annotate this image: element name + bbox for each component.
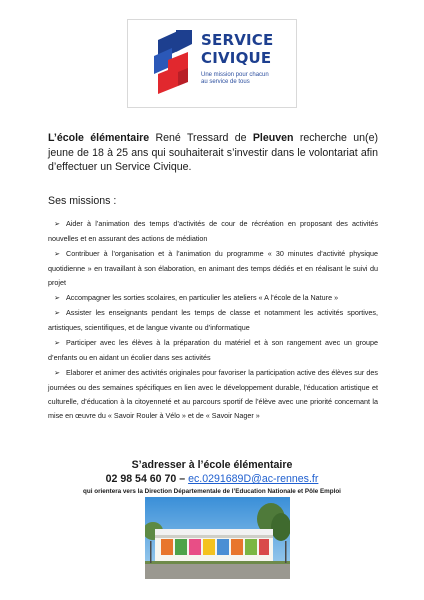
- contact-line: [0, 473, 424, 485]
- service-civique-logo: [127, 19, 297, 108]
- mission-item: [48, 336, 378, 365]
- mission-text: Assister les enseignants pendant les temps de classe et notamment les activités sportives, artistiques, scientifiques, et de langue vivante ou d’informatique: [48, 308, 378, 333]
- arrow-bullet-icon: ➢: [54, 250, 60, 258]
- intro-paragraph: [48, 131, 378, 175]
- mission-text: Elaborer et animer des activités originales pour favoriser la participation active des élèves sur des journées ou des semaines spécifiques en lien avec le développement durable, l’éducation artistique et culturelle, d’éducation à la citoyenneté et au parcours sportif de l’élève avec une priorité concernant la mise en œuvre du « Savoir Rouler à Vélo » et de « Savoir Nager »: [48, 368, 378, 420]
- arrow-bullet-icon: ➢: [54, 294, 60, 302]
- intro-part1: René Tressard de: [149, 132, 253, 144]
- arrow-bullet-icon: ➢: [54, 340, 60, 348]
- missions-list: [48, 217, 378, 424]
- contact-separator: –: [176, 473, 189, 485]
- mission-text: Aider à l’animation des temps d’activités de cour de récréation en proposant des activités nouvelles et en assurant des actions de médiation: [48, 219, 378, 243]
- logo-title-line1: SERVICE: [201, 31, 274, 49]
- school-building-photo: [145, 497, 290, 579]
- mission-item: [48, 247, 378, 290]
- intro-town: Pleuven: [252, 132, 294, 144]
- mission-text: Participer avec les élèves à la préparation du matériel et à son rangement avec un groupe d’enfants ou en aidant un écolier dans ses activités: [48, 338, 378, 363]
- contact-heading: S’adresser à l’école élémentaire: [131, 459, 293, 471]
- logo-tagline-line1: Une mission pour chacun: [201, 72, 269, 78]
- mission-text: Contribuer à l’organisation et à l’animation du programme « 30 minutes d’activité physique quotidienne » en travaillant à son élaboration, en animant des temps dédiés et en réalisant le suivi du projet: [48, 248, 378, 287]
- logo-tagline-line2: au service de tous: [201, 79, 250, 85]
- mission-text: Accompagner les sorties scolaires, en particulier les ateliers « A l’école de la Nature »: [66, 292, 339, 302]
- mission-item: [48, 291, 378, 306]
- mission-item: [48, 306, 378, 335]
- mission-item: [48, 217, 378, 246]
- contact-note: qui orientera vers la Direction Départementale de l’Education Nationale et Pôle Emploi: [83, 488, 341, 495]
- contact-email-link[interactable]: ec.0291689D@ac-rennes.fr: [188, 473, 319, 485]
- service-civique-logo-mark: [154, 30, 192, 96]
- mission-item: [48, 366, 378, 423]
- arrow-bullet-icon: ➢: [54, 221, 60, 228]
- intro-part2: recherche un(e) jeune de 18 à 25 ans qui souhaiterait s’investir dans le volontariat afin d’effectuer un Service Civique.: [48, 132, 379, 173]
- arrow-bullet-icon: ➢: [54, 370, 60, 378]
- contact-phone: 02 98 54 60 70: [105, 473, 177, 485]
- arrow-bullet-icon: ➢: [54, 310, 60, 318]
- intro-school-type: L’école élémentaire: [48, 132, 150, 144]
- missions-heading: Ses missions :: [48, 195, 117, 207]
- logo-title-line2: CIVIQUE: [201, 49, 272, 67]
